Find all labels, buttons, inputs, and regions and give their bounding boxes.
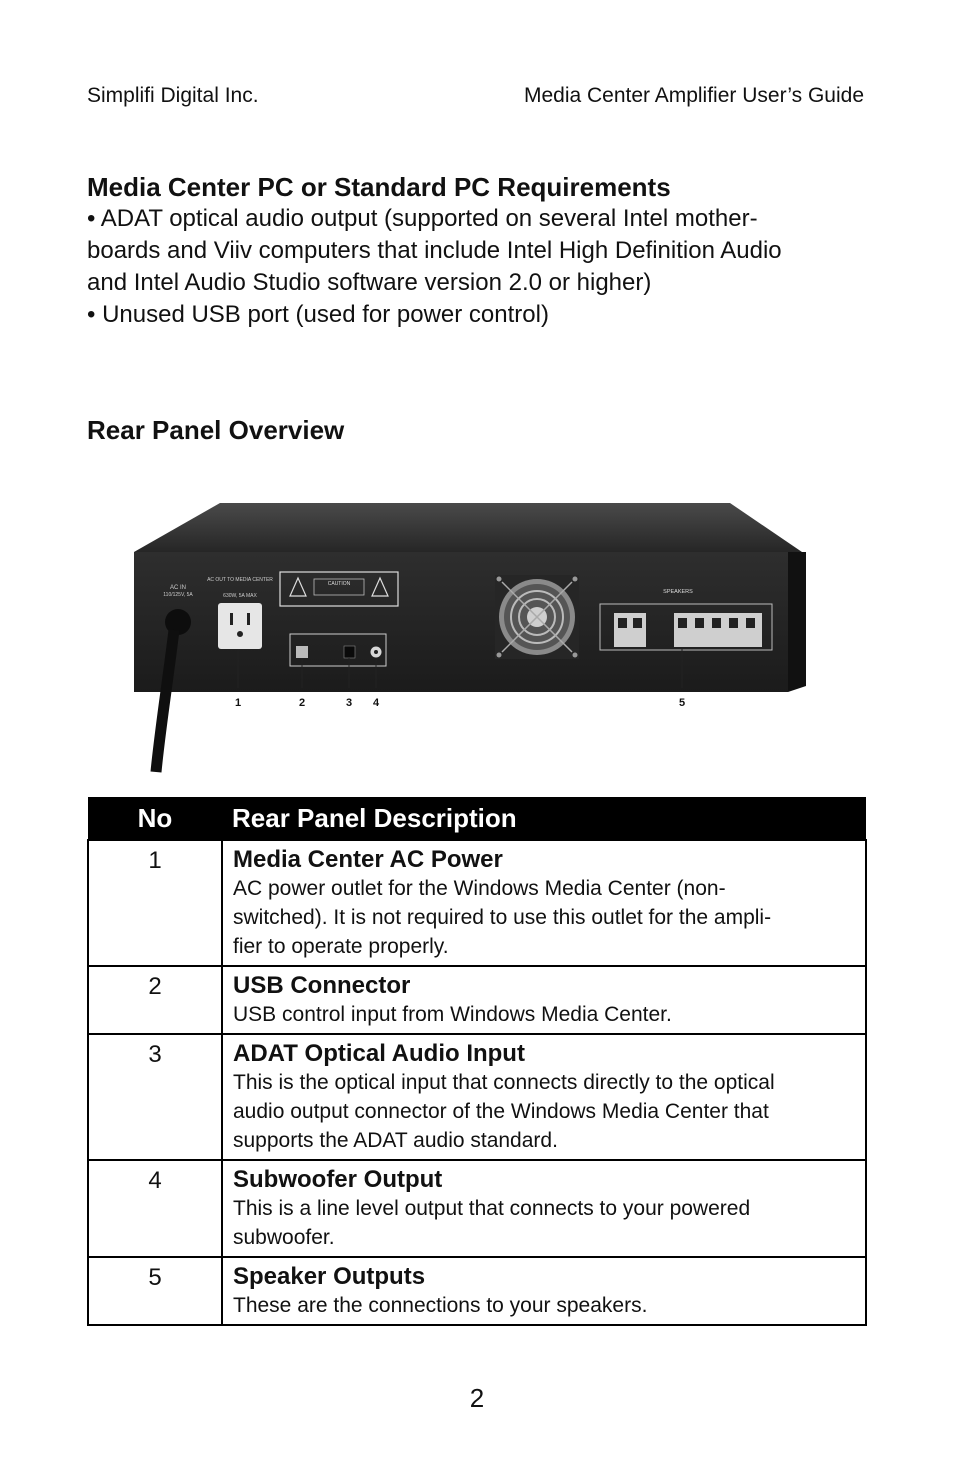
ac-out-label: AC OUT TO MEDIA CENTER	[207, 577, 273, 583]
item-text: fier to operate properly.	[233, 935, 449, 958]
column-header-no: No	[88, 797, 222, 840]
table-row	[88, 840, 866, 966]
row-description	[222, 1257, 866, 1325]
row-description	[222, 966, 866, 1034]
company-name: Simplifi Digital Inc.	[87, 84, 259, 107]
requirements-title: Media Center PC or Standard PC Requirements	[87, 172, 671, 202]
caution-text: CAUTION	[327, 581, 351, 587]
callout-number: 1	[234, 697, 242, 709]
page-number: 2	[469, 1383, 485, 1413]
guide-title: Media Center Amplifier User’s Guide	[523, 84, 864, 107]
item-title: Subwoofer Output	[233, 1166, 443, 1193]
requirement-line: • ADAT optical audio output (supported on several Intel mother-	[87, 205, 758, 232]
row-number: 2	[88, 966, 222, 1034]
requirements-section	[87, 171, 867, 331]
callout-number: 5	[678, 697, 686, 709]
item-text: audio output connector of the Windows Media Center that	[233, 1100, 769, 1123]
row-number: 4	[88, 1160, 222, 1257]
usb-connector	[296, 646, 308, 658]
rear-panel-title: Rear Panel Overview	[87, 415, 345, 445]
callout-number: 3	[345, 697, 353, 709]
item-text: supports the ADAT audio standard.	[233, 1129, 558, 1152]
ac-in-rating: 110/125V, 5A	[163, 592, 193, 598]
item-title: ADAT Optical Audio Input	[233, 1040, 525, 1067]
row-description	[222, 1160, 866, 1257]
item-text: This is the optical input that connects directly to the optical	[233, 1071, 775, 1094]
table-row	[88, 1160, 866, 1257]
table-row	[88, 1257, 866, 1325]
requirement-line: and Intel Audio Studio software version 2.0 or higher)	[87, 269, 652, 296]
optical-input	[344, 646, 355, 658]
chassis-top	[134, 503, 802, 552]
callout-number: 2	[298, 697, 306, 709]
row-number: 3	[88, 1034, 222, 1160]
row-number: 5	[88, 1257, 222, 1325]
table-row	[88, 1034, 866, 1160]
item-title: Media Center AC Power	[233, 846, 503, 873]
chassis-side	[788, 552, 806, 692]
row-description	[222, 1034, 866, 1160]
callout-number: 4	[372, 697, 380, 709]
item-text: These are the connections to your speakers.	[233, 1294, 648, 1317]
row-number: 1	[88, 840, 222, 966]
item-text: USB control input from Windows Media Center.	[233, 1003, 672, 1026]
item-text: switched). It is not required to use this outlet for the ampli-	[233, 906, 772, 929]
table-row	[88, 966, 866, 1034]
column-header-description: Rear Panel Description	[222, 797, 866, 840]
item-title: Speaker Outputs	[233, 1263, 426, 1290]
row-description	[222, 840, 866, 966]
item-text: This is a line level output that connects to your powered	[233, 1197, 751, 1220]
ac-out-rating: 630W, 5A MAX	[223, 593, 257, 599]
requirement-line: boards and Viiv computers that include Intel High Definition Audio	[87, 237, 782, 264]
page-header	[87, 84, 864, 110]
speakers-label: SPEAKERS	[663, 589, 693, 595]
item-text: subwoofer.	[233, 1226, 335, 1249]
item-title: USB Connector	[233, 972, 411, 999]
rear-panel-photo	[130, 500, 810, 775]
table-header-row	[88, 797, 866, 840]
ac-in-label: AC IN	[169, 585, 187, 591]
rear-panel-table	[87, 797, 867, 1326]
requirement-line: • Unused USB port (used for power control)	[87, 301, 549, 328]
ac-outlet	[218, 603, 262, 649]
item-text: AC power outlet for the Windows Media Center (non-	[233, 877, 726, 900]
rear-panel-section	[87, 414, 867, 446]
